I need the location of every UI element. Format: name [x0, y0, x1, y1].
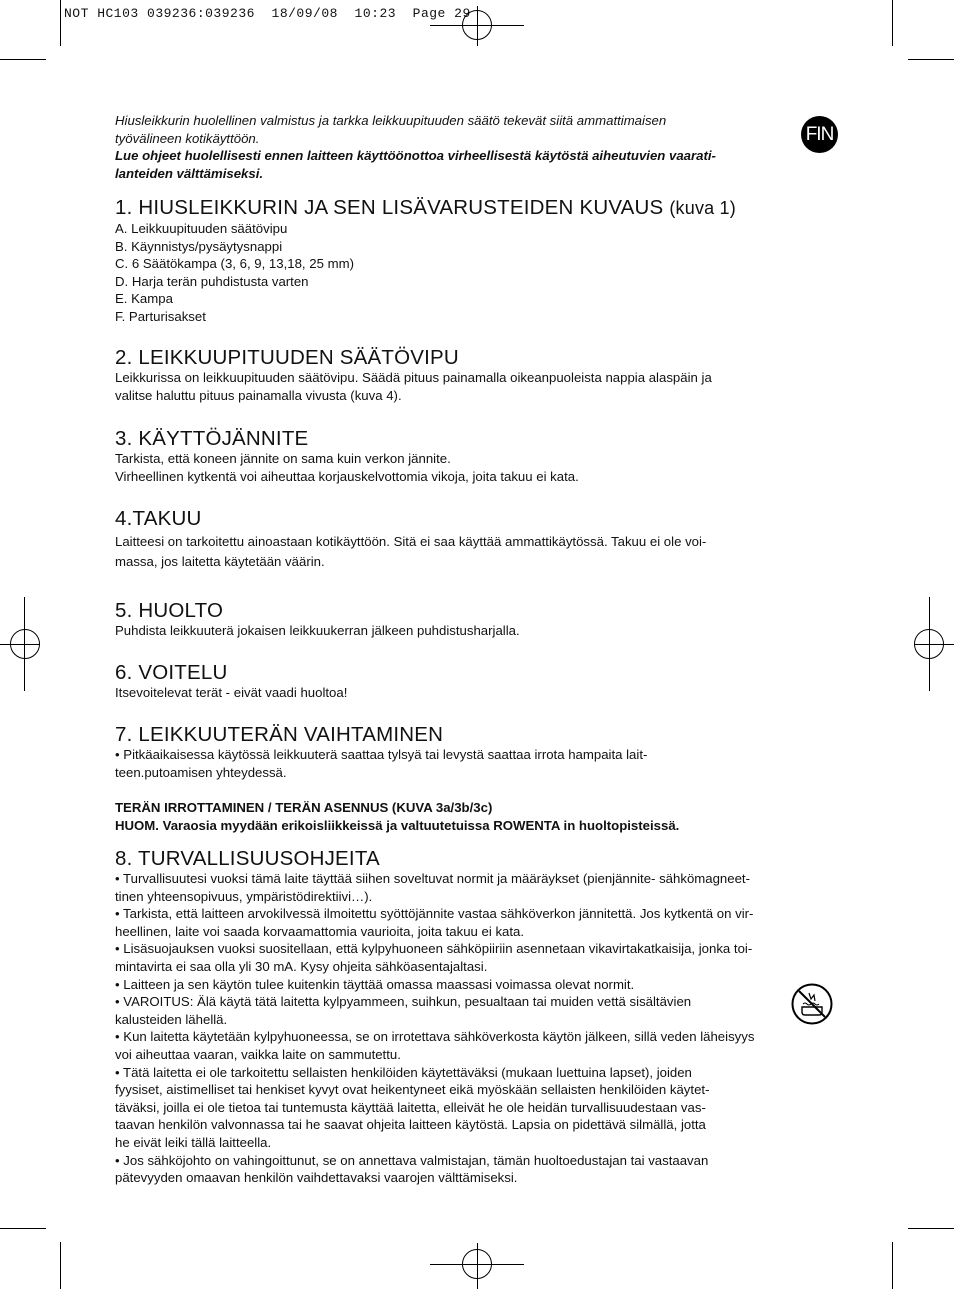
- paragraph-line: he eivät leiki tällä laitteella.: [115, 1134, 272, 1150]
- paragraph-line: heellinen, laite voi saada korvaamattomia vaurioita, joita takuu ei kata.: [115, 923, 525, 939]
- paragraph-line: Virheellinen kytkentä voi aiheuttaa korjauskelvottomia vikoja, joita takuu ei kata.: [115, 468, 579, 484]
- paragraph-line: mintavirta ei saa olla yli 30 mA. Kysy ohjeita sähköasentajaltasi.: [115, 958, 488, 974]
- list-item: A. Leikkuupituuden säätövipu: [115, 221, 288, 236]
- note-text: . Varaosia myydään erikoisliikkeissä ja valtuutetuissa ROWENTA in huoltopisteissä.: [155, 817, 680, 833]
- paragraph-line: • VAROITUS: Älä käytä tätä laitetta kylpyammeen, suihkun, pesualtaan tai muiden vettä sisältävien: [115, 994, 692, 1010]
- paragraph-line: pätevyyden omaavan henkilön vaihdettavaksi vaarojen välttämiseksi.: [115, 1170, 518, 1186]
- list-item: E. Kampa: [115, 291, 173, 307]
- note-prefix: HUOM: [115, 817, 156, 833]
- paragraph-line: teen.putoamisen yhteydessä.: [115, 764, 287, 780]
- section-8-title: 8. TURVALLISUUSOHJEITA: [115, 847, 380, 870]
- paragraph-line: valitse haluttu pituus painamalla vivusta (kuva 4).: [115, 387, 402, 403]
- intro-line: työvälineen kotikäyttöön.: [115, 130, 260, 146]
- print-slug: NOT HC103 039236:039236 18/09/08 10:23 Page 29: [64, 6, 471, 21]
- intro-warning: lanteiden välttämiseksi.: [115, 165, 264, 181]
- section-8: [115, 847, 850, 1187]
- section-7: [115, 723, 845, 834]
- section-2-body: [115, 369, 845, 404]
- section-1-title-suffix: (kuva 1): [669, 198, 736, 218]
- section-1-title: [115, 196, 845, 220]
- section-3: [115, 427, 845, 485]
- no-bath-warning-icon: [791, 983, 833, 1025]
- paragraph-line: • Turvallisuutesi vuoksi tämä laite täyttää siihen soveltuvat normit ja määräykset (pienjännite- sähkömagneet-: [115, 871, 750, 886]
- paragraph-line: tinen yhteensopivuus, ympäristödirektiivi…).: [115, 888, 373, 904]
- language-badge: FIN: [801, 116, 838, 153]
- paragraph-line: • Pitkäaikaisessa käytössä leikkuuterä saattaa tylsyä tai levystä saattaa irrota hampaita lait-: [115, 747, 648, 762]
- section-5: [115, 599, 845, 640]
- section-6: [115, 661, 845, 702]
- intro-warning: Lue ohjeet huolellisesti ennen laitteen käyttöönottoa virheellisestä käytöstä aiheutuvien vaarati-: [115, 148, 716, 164]
- section-7-title: 7. LEIKKUUTERÄN VAIHTAMINEN: [115, 723, 444, 746]
- paragraph-line: taavan henkilön valvonnassa tai he saavat ohjeita laitteen käytöstä. Lapsia on pidettävä silmällä, jotta: [115, 1117, 706, 1133]
- section-2: [115, 346, 845, 404]
- paragraph-line: Laitteesi on tarkoitettu ainoastaan kotikäyttöön. Sitä ei saa käyttää ammattikäytössä. Takuu ei ole voi-: [115, 534, 707, 549]
- section-5-title: 5. HUOLTO: [115, 599, 224, 622]
- paragraph-line: massa, jos laitetta käytetään väärin.: [115, 554, 325, 569]
- section-6-title: 6. VOITELU: [115, 661, 228, 684]
- section-1: [115, 196, 845, 326]
- paragraph-line: • Kun laitetta käytetään kylpyhuoneessa, se on irrotettava sähköverkosta käytön jälkeen, sillä veden läheisyys: [115, 1029, 755, 1045]
- accessory-list: [115, 220, 845, 326]
- list-item: C. 6 Säätökampa (3, 6, 9, 13,18, 25 mm): [115, 256, 354, 272]
- paragraph-line: Leikkurissa on leikkuupituuden säätövipu. Säädä pituus painamalla oikeanpuoleista nappia alaspäin ja: [115, 370, 712, 385]
- list-item: D. Harja terän puhdistusta varten: [115, 273, 309, 289]
- section-6-body: [115, 684, 845, 702]
- section-7-body: [115, 746, 845, 834]
- section-4: [115, 507, 845, 572]
- section-4-body: [115, 532, 845, 572]
- paragraph-line: Tarkista, että koneen jännite on sama kuin verkon jännite.: [115, 451, 451, 466]
- paragraph-line: fyysiset, aistimelliset tai henkiset kyvyt ovat heikentyneet eikä myöskään sellaisten henkilöiden käytet-: [115, 1082, 710, 1098]
- list-item: F. Parturisakset: [115, 308, 206, 324]
- spare-parts-note: [115, 817, 845, 835]
- section-5-body: [115, 622, 845, 640]
- paragraph-line: Itsevoitelevat terät - eivät vaadi huoltoa!: [115, 685, 348, 700]
- blade-removal-heading: TERÄN IRROTTAMINEN / TERÄN ASENNUS (KUVA 3a/3b/3c): [115, 800, 493, 816]
- list-item: B. Käynnistys/pysäytysnappi: [115, 238, 283, 254]
- paragraph-line: • Lisäsuojauksen vuoksi suositellaan, että kylpyhuoneen sähköpiiriin asennetaan vikavirtakatkaisija, jonka toi-: [115, 941, 753, 957]
- paragraph-line: kalusteiden lähellä.: [115, 1011, 228, 1027]
- paragraph-line: • Tarkista, että laitteen arvokilvessä ilmoitettu syöttöjännite vastaa sähköverkon jännitettä. Jos kytkentä on vir-: [115, 906, 754, 922]
- section-4-title: 4.TAKUU: [115, 507, 202, 530]
- section-1-title-text: 1. HIUSLEIKKURIN JA SEN LISÄVARUSTEIDEN KUVAUS: [115, 196, 664, 219]
- section-2-title: 2. LEIKKUUPITUUDEN SÄÄTÖVIPU: [115, 346, 459, 369]
- paragraph-line: Puhdista leikkuuterä jokaisen leikkuukerran jälkeen puhdistusharjalla.: [115, 623, 520, 638]
- section-8-body: [115, 870, 850, 1187]
- section-3-title: 3. KÄYTTÖJÄNNITE: [115, 427, 309, 450]
- intro-line: Hiusleikkurin huolellinen valmistus ja tarkka leikkuupituuden säätö tekevät siitä ammattimaisen: [115, 113, 667, 128]
- paragraph-line: • Laitteen ja sen käytön tulee kuitenkin täyttää omassa maassasi voimassa olevat normit.: [115, 976, 635, 992]
- paragraph-line: • Jos sähköjohto on vahingoittunut, se on annettava valmistajan, tämän huoltoedustajan tai vastaavan: [115, 1152, 709, 1168]
- paragraph-line: täväksi, joilla ei ole tietoa tai tuntemusta käyttää laitetta, elleivät he ole heidän turvallisuudestaan vas-: [115, 1099, 706, 1115]
- section-3-body: [115, 450, 845, 485]
- paragraph-line: • Tätä laitetta ei ole tarkoitettu sellaisten henkilöiden käytettäväksi (mukaan luettuina lapset), joiden: [115, 1064, 692, 1080]
- paragraph-line: voi aiheuttaa vaaran, vaikka laite on sammutettu.: [115, 1046, 401, 1062]
- intro: [115, 112, 716, 182]
